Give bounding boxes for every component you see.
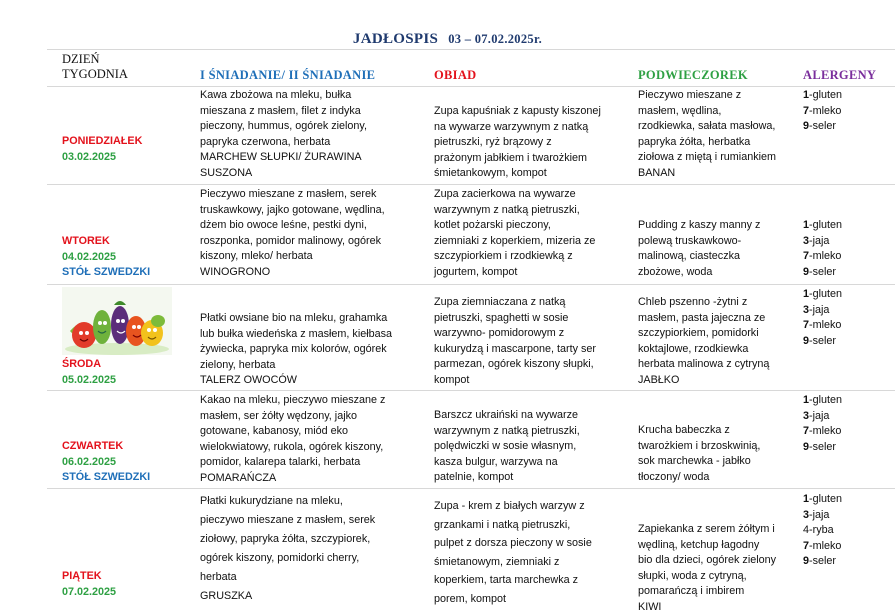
allergen-name: -gluten [809, 219, 843, 231]
allergen-number: 7 [803, 104, 810, 117]
allergen-item [803, 249, 842, 265]
allergen-number: 3 [803, 508, 810, 521]
text-line: Płatki kukurydziane na mleku, [200, 495, 343, 507]
allergen-number: 9 [803, 440, 810, 453]
text-line: Chleb pszenno -żytni z [638, 296, 748, 308]
text-line: JABŁKO [638, 373, 680, 386]
text-line: polędwiczki w sosie własnym, [434, 440, 577, 452]
day-cell [62, 134, 142, 165]
row-divider [47, 184, 895, 185]
text-line: twarożkiem i brzoskwinią, [638, 439, 761, 452]
allergen-item [803, 334, 842, 350]
text-line: koktajlowe, rzodkiewka [638, 342, 749, 355]
text-line: Kawa zbożowa na mleku, bułka [200, 89, 352, 101]
text-line: pieczony, hummus, ogórek zielony, [200, 120, 368, 132]
text-line: kukurydzą i mascarpone, tarty ser [434, 342, 597, 355]
text-line: MARCHEW SŁUPKI/ ŻURAWINA [200, 151, 362, 163]
text-line: kasza bulgur, warzywa na [434, 455, 558, 468]
breakfast-cell [200, 187, 385, 280]
day-name: CZWARTEK [62, 440, 124, 452]
text-line: herbata [200, 571, 237, 583]
text-line: tłoczony/ woda [638, 470, 710, 483]
row-divider [47, 488, 895, 489]
lunch-cell [434, 104, 601, 182]
allergen-name: -seler [809, 440, 837, 453]
text-line: dżem bio owoce leśne, pestki dyni, [200, 219, 367, 231]
text-line: masłem, wędlina, [638, 104, 722, 117]
text-line: Barszcz ukraiński na wywarze [434, 409, 579, 421]
allergen-name: -jaja [809, 508, 830, 521]
text-line: ziołowa z miętą i rumiankiem [638, 151, 777, 163]
header-allergens: ALERGENY [803, 68, 877, 82]
text-line: polewą truskawkowo- [638, 234, 742, 247]
day-date: 03.02.2025 [62, 150, 117, 163]
allergens-cell [803, 88, 842, 135]
allergen-item [803, 440, 842, 456]
text-line: masłem, ser żółty wędzony, jajko [200, 409, 358, 422]
text-line: szczypiorkiem i rzodkiewką z [434, 250, 573, 262]
text-line: kotlet pożarski pieczony, [434, 219, 551, 231]
text-line: warzywnym z natką pietruszki, [434, 424, 580, 437]
allergen-number: 3 [803, 234, 810, 247]
allergen-number: 1 [803, 394, 810, 406]
allergen-name: -gluten [809, 89, 843, 101]
text-line: roszponka, pomidor malinowy, ogórek [200, 234, 382, 247]
allergen-number: 7 [803, 250, 810, 262]
text-line: pietruszki, spaghetti w sosie [434, 311, 569, 324]
allergen-number: 7 [803, 425, 810, 437]
allergen-name: -seler [809, 334, 837, 347]
text-line: masłem, pasta jajeczna ze [638, 311, 766, 324]
text-line: papryka żółta, herbatka [638, 135, 751, 148]
header-lunch: OBIAD [434, 68, 477, 82]
allergen-item [803, 492, 842, 508]
text-line: pomidor, kalarepa talarki, herbata [200, 456, 361, 468]
allergen-item [803, 393, 842, 409]
lunch-cell [434, 295, 596, 388]
allergen-number: 9 [803, 555, 810, 567]
header-day-line2: TYGODNIA [62, 67, 128, 81]
header-day [62, 52, 128, 82]
text-line: na wywarze warzywnym z natką [434, 120, 589, 133]
allergen-number: 7 [803, 319, 810, 331]
text-line: pieczywo mieszane z masłem, serek [200, 514, 376, 526]
text-line: KIWI [638, 600, 662, 613]
allergen-name: -mleko [809, 319, 842, 331]
allergens-cell [803, 393, 842, 455]
text-line: Zupa kapuśniak z kapusty kiszonej [434, 105, 601, 117]
snack-cell [638, 522, 776, 615]
row-divider [47, 86, 895, 87]
text-line: pulpet z dorsza pieczony w sosie [434, 537, 592, 549]
text-line: szczypiorkiem, pomidorki [638, 327, 759, 339]
breakfast-cell [200, 88, 367, 181]
text-line: słupki, woda z cytryną, [638, 569, 747, 582]
breakfast-cell [200, 492, 375, 606]
row-divider [47, 284, 895, 285]
allergen-item [803, 88, 842, 104]
text-line: prażonym jabłkiem i twarożkiem [434, 151, 588, 164]
text-line: gotowane, kabanosy, miód eko [200, 425, 349, 437]
header-day-line1: DZIEŃ [62, 52, 100, 66]
lunch-cell [434, 408, 580, 486]
text-line: śmietankowym, kompot [434, 167, 547, 179]
text-line: porem, kompot [434, 592, 507, 605]
lunch-cell [434, 497, 592, 608]
text-line: zielony, herbata [200, 358, 276, 371]
menu-title [0, 31, 895, 48]
day-date: 05.02.2025 [62, 373, 117, 386]
text-line: Zupa - krem z białych warzyw z [434, 500, 585, 512]
text-line: pomarańczą i imbirem [638, 585, 745, 597]
text-line: malinową, ciasteczka [638, 250, 741, 262]
allergen-number: 7 [803, 539, 810, 552]
text-line: kompot [434, 373, 470, 386]
text-line: Krucha babeczka z [638, 424, 730, 436]
allergens-cell [803, 492, 842, 570]
text-line: warzywno- pomidorowym z [434, 327, 565, 339]
text-line: pietruszki, ryż brązowy z [434, 136, 552, 148]
allergen-name: -mleko [809, 539, 842, 552]
allergen-number: 1 [803, 219, 810, 231]
day-cell [62, 569, 116, 600]
allergen-item [803, 409, 842, 425]
text-line: koperkiem, tarta marchewka z [434, 574, 579, 586]
text-line: wędliną, ketchup łagodny [638, 538, 760, 551]
text-line: wielokwiatowy, rukola, ogórek kiszony, [200, 440, 384, 453]
allergen-name: -gluten [809, 493, 843, 505]
lunch-cell [434, 187, 595, 280]
allergen-item [803, 234, 842, 250]
allergen-number: 3 [803, 409, 810, 422]
header-top-rule [47, 49, 895, 50]
allergen-number: 1 [803, 89, 810, 101]
allergen-item [803, 104, 842, 120]
text-line: rzodkiewka, sałata masłowa, [638, 120, 776, 132]
allergen-name: -seler [809, 265, 837, 278]
text-line: mieszana z masłem, filet z indyka [200, 104, 361, 117]
title-text: JADŁOSPIS [352, 31, 439, 47]
allergen-item [803, 218, 842, 234]
allergen-name: -seler [809, 120, 837, 132]
allergen-name: -ryba [809, 524, 834, 536]
allergen-item [803, 539, 842, 555]
text-line: WINOGRONO [200, 265, 271, 278]
title-dates: 03 – 07.02.2025r. [448, 32, 543, 46]
allergen-item [803, 424, 842, 440]
text-line: sok marchewka - jabłko [638, 455, 751, 467]
text-line: ogórek kiszony, pomidorki cherry, [200, 552, 360, 564]
text-line: lub bułka wiedeńska z masłem, kiełbasa [200, 327, 393, 340]
text-line: herbata malinowa z cytryną [638, 358, 770, 370]
text-line: Zupa zacierkowa na wywarze [434, 188, 576, 200]
allergen-number: 1 [803, 288, 810, 300]
text-line: Kakao na mleku, pieczywo mieszane z [200, 394, 386, 406]
breakfast-cell [200, 311, 392, 389]
text-line: śmietanowym, ziemniaki z [434, 555, 560, 568]
day-name: ŚRODA [62, 358, 101, 370]
text-line: parmezan, ogórek kiszony słupki, [434, 358, 594, 370]
day-cell [62, 234, 150, 281]
snack-cell [638, 295, 769, 388]
allergen-name: -gluten [809, 288, 843, 300]
day-cell [62, 357, 116, 388]
allergen-name: -gluten [809, 394, 843, 406]
text-line: BANAN [638, 166, 676, 179]
day-extra-note: STÓŁ SZWEDZKI [62, 471, 151, 483]
allergen-number: 9 [803, 334, 810, 347]
text-line: grzankami i natką pietruszki, [434, 518, 571, 531]
day-date: 06.02.2025 [62, 455, 117, 468]
allergen-name: -jaja [809, 303, 830, 316]
text-line: truskawkowy, jajko gotowane, wędlina, [200, 203, 385, 216]
allergen-item [803, 287, 842, 303]
text-line: warzywnym z natką pietruszki, [434, 203, 580, 216]
text-line: SUSZONA [200, 166, 253, 179]
allergen-name: -mleko [809, 104, 842, 117]
day-date: 07.02.2025 [62, 585, 117, 598]
row-divider [47, 390, 895, 391]
allergens-cell [803, 287, 842, 349]
allergen-number: 4 [803, 524, 810, 536]
allergens-cell [803, 218, 842, 280]
text-line: ziołowy, papryka żółta, szczypiorek, [200, 533, 371, 545]
text-line: Pudding z kaszy manny z [638, 219, 761, 231]
allergen-name: -jaja [809, 409, 830, 422]
allergen-item [803, 318, 842, 334]
allergen-number: 9 [803, 265, 810, 278]
text-line: bio dla dzieci, ogórek zielony [638, 554, 777, 566]
allergen-item [803, 265, 842, 281]
allergen-item [803, 554, 842, 570]
text-line: papryka czerwona, herbata [200, 135, 331, 148]
day-date: 04.02.2025 [62, 250, 117, 263]
day-name: PIĄTEK [62, 570, 102, 582]
text-line: zbożowe, woda [638, 265, 713, 278]
allergen-number: 1 [803, 493, 810, 505]
allergen-item [803, 508, 842, 524]
allergen-item [803, 303, 842, 319]
snack-cell [638, 88, 776, 181]
text-line: jogurtem, kompot [434, 265, 518, 278]
text-line: żywiecka, papryka mix kolorów, ogórek [200, 343, 387, 355]
breakfast-cell [200, 393, 385, 486]
text-line: TALERZ OWOCÓW [200, 374, 297, 386]
text-line: Zapiekanka z serem żółtym i [638, 523, 775, 535]
allergen-number: 9 [803, 120, 810, 132]
day-extra-note: STÓŁ SZWEDZKI [62, 266, 151, 278]
text-line: Płatki owsiane bio na mleku, grahamka [200, 312, 388, 324]
day-cell [62, 439, 150, 486]
day-name: PONIEDZIAŁEK [62, 135, 143, 147]
allergen-item [803, 523, 842, 539]
header-breakfast: I ŚNIADANIE/ II ŚNIADANIE [200, 68, 376, 82]
text-line: GRUSZKA [200, 590, 253, 602]
text-line: Pieczywo mieszane z [638, 89, 742, 101]
text-line: ziemniaki z koperkiem, mizeria ze [434, 234, 596, 247]
allergen-number: 3 [803, 303, 810, 316]
day-name: WTOREK [62, 235, 110, 247]
text-line: POMARAŃCZA [200, 471, 277, 484]
allergen-name: -jaja [809, 234, 830, 247]
vegetables-illustration [62, 287, 172, 355]
snack-cell [638, 218, 760, 280]
text-line: Zupa ziemniaczana z natką [434, 296, 566, 308]
header-snack: PODWIECZOREK [638, 68, 748, 82]
allergen-name: -mleko [809, 425, 842, 437]
snack-cell [638, 423, 760, 485]
text-line: kiszony, mleko/ herbata [200, 250, 313, 262]
text-line: patelnie, kompot [434, 471, 514, 483]
allergen-name: -mleko [809, 250, 842, 262]
allergen-name: -seler [809, 555, 837, 567]
text-line: Pieczywo mieszane z masłem, serek [200, 188, 377, 200]
allergen-item [803, 119, 842, 135]
